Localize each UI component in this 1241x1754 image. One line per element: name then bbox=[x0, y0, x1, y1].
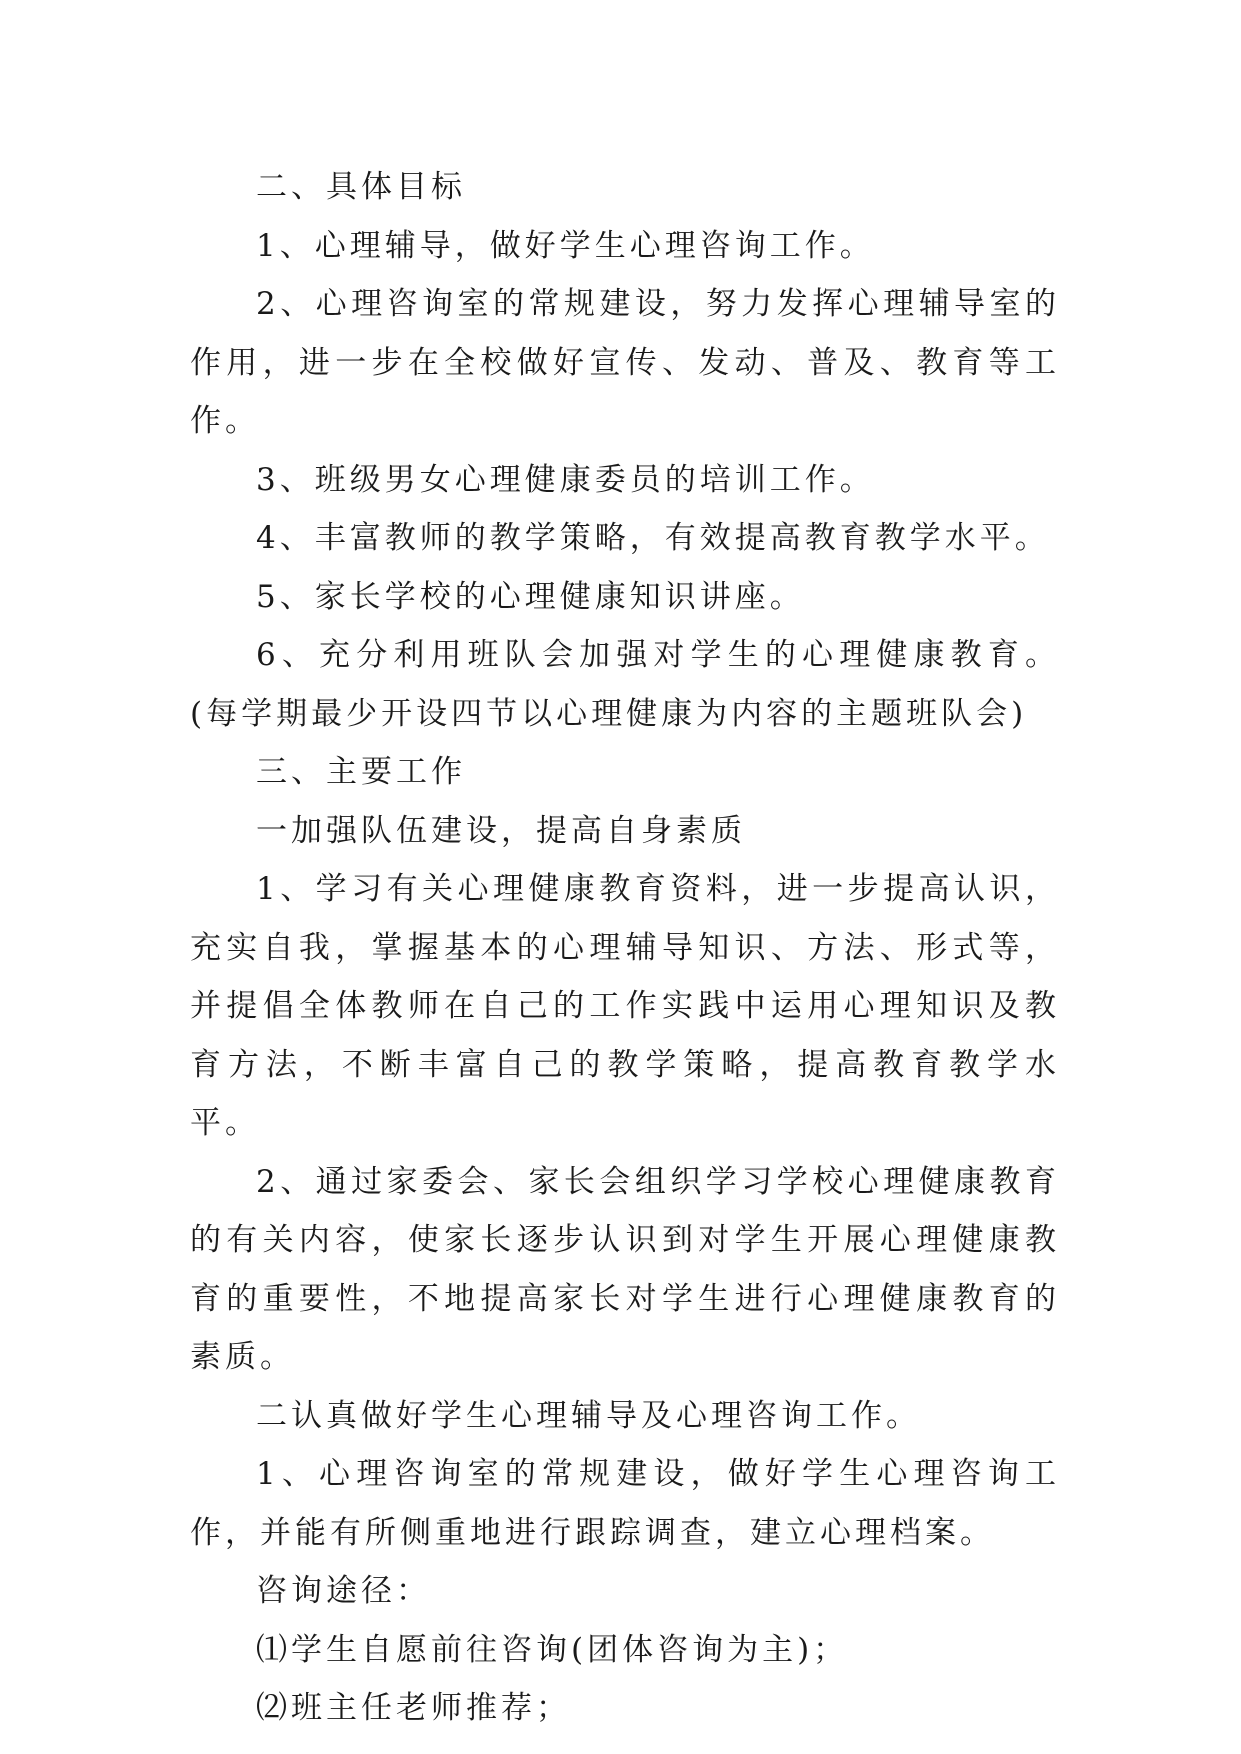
counseling-channels-label: 咨询途径： bbox=[256, 1573, 431, 1609]
goal-item-4: 4、丰富教师的教学策略，有效提高教育教学水平。 bbox=[256, 520, 1050, 556]
counseling-channel-2: ⑵班主任老师推荐； bbox=[256, 1690, 571, 1726]
goal-item-1: 1、心理辅导，做好学生心理咨询工作。 bbox=[256, 227, 875, 264]
document-body bbox=[190, 158, 1060, 1738]
goal-item-6: 6、充分利用班队会加强对学生的心理健康教育。(每学期最少开设四节以心理健康为内容的主题班队会) bbox=[190, 637, 1060, 732]
goal-item-5: 5、家长学校的心理健康知识讲座。 bbox=[256, 578, 805, 615]
work-item-2: 2、通过家委会、家长会组织学习学校心理健康教育的有关内容，使家长逐步认识到对学生开展心理健康教育的重要性，不地提高家长对学生进行心理健康教育的素质。 bbox=[190, 1163, 1060, 1375]
subsection-heading-counseling: 二认真做好学生心理辅导及心理咨询工作。 bbox=[256, 1397, 921, 1434]
work-item-1: 1、学习有关心理健康教育资料，进一步提高认识，充实自我，掌握基本的心理辅导知识、方法、形式等，并提倡全体教师在自己的工作实践中运用心理知识及教育方法，不断丰富自己的教学策略，提高教育教学水平。 bbox=[190, 871, 1060, 1141]
subsection-heading-team-building: 一加强队伍建设，提高自身素质 bbox=[256, 812, 746, 849]
section-heading-main-work: 三、主要工作 bbox=[256, 754, 466, 790]
goal-item-3: 3、班级男女心理健康委员的培训工作。 bbox=[256, 461, 875, 498]
section-heading-specific-goals: 二、具体目标 bbox=[256, 169, 466, 205]
counseling-channel-1: ⑴学生自愿前往咨询(团体咨询为主)； bbox=[256, 1631, 849, 1668]
counseling-item-1: 1、心理咨询室的常规建设，做好学生心理咨询工作，并能有所侧重地进行跟踪调查，建立心理档案。 bbox=[190, 1456, 1060, 1551]
goal-item-2: 2、心理咨询室的常规建设，努力发挥心理辅导室的作用，进一步在全校做好宣传、发动、普及、教育等工作。 bbox=[190, 286, 1060, 439]
